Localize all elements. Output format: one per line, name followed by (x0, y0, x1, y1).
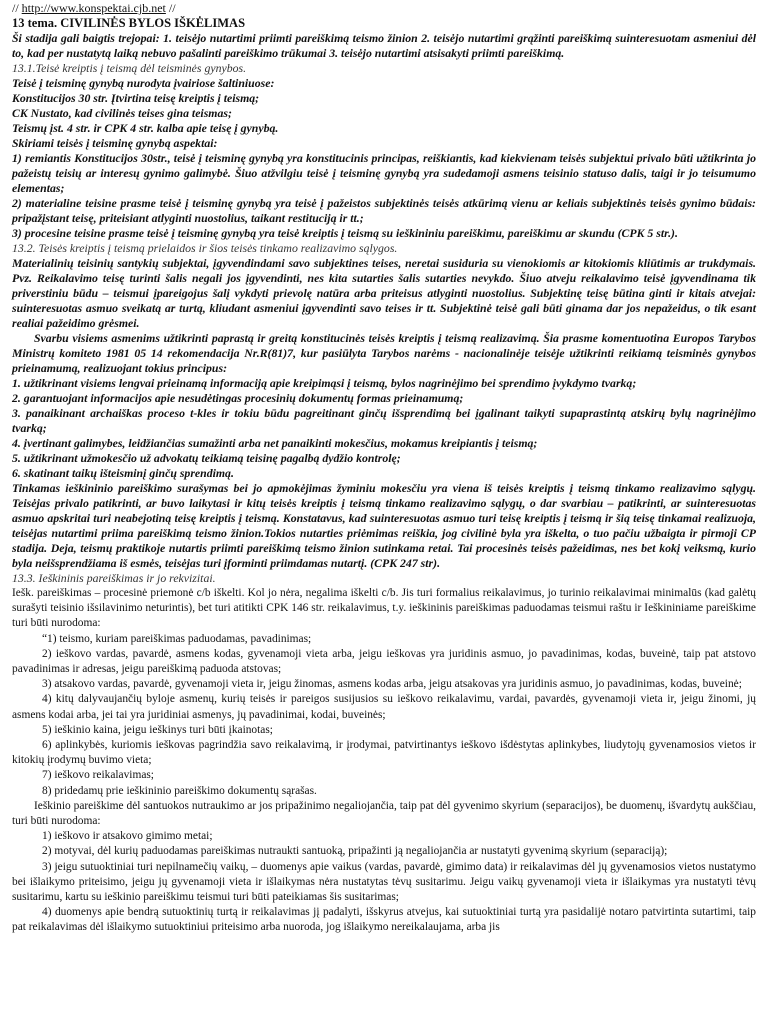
principle-item: 5. užtikrinant užmokesčio už advokatų teikiamą teisinę pagalbą dydžio kontrolę; (12, 451, 401, 465)
sec1-line: Teismų įst. 4 str. ir CPK 4 str. kalba apie teisę į gynybą. (12, 121, 279, 135)
source-line (12, 1, 756, 16)
sec1-aspect: 1) remiantis Konstitucijos 30str., teisė į teisminę gynybą yra konstitucinis principas, reiškiantis, kad kiekvienam teisės subjektui privalo būti užtikrinta jo pažeistų teisių ar interesų gynimo galimybė. Šiuo atžvilgiu teisė į teisminę gynybą yra sudedamoji asmens teisinio statuso dalis, taigi ir jo teisumumo elementas; (12, 151, 756, 195)
sec2-paragraph: Materialinių teisinių santykių subjektai, įgyvendindami savo subjektines teises, neretai susiduria su vienokiomis ar kitokiomis kliūtimis ar trukdymais. Pvz. Reikalavimo teisę turinti šalis negali jos įgyvendinti, nes kita sutarties šalis sutarties nevykdo. Šiuo atveju reikalavimo teisė įgyvendinama tik priverstiniu būdu – teismui įpareigojus šalį vykdyti prievolę natūra arba priteisus atlyginti nuostolius. Subjektinę teisę būtina ginti ir kitais atvejai: suinteresuotas asmuo sveikatą ar turtą, kliudant asmeniui įgyvendinti savo teises ir tt. Subjektinė teisė gali būti ginama dar jos nepažeidus, o tik esant realiai pažeidimo grėsmei. (12, 256, 756, 330)
sec1-aspect: 2) materialine teisine prasme teisė į teisminę gynybą yra teisė į pažeistos subjektinės teisės atkūrimą vienu ar keliais subjektinės teisės gynimo būdais: pripažįstant teisę, priteisiant atlyginti nuostolius, taikant restituciją ir tt.; (12, 196, 756, 225)
divorce-requirement-item: 4) duomenys apie bendrą sutuoktinių turtą ir reikalavimas jį padalyti, išskyrus atvejus, kai sutuoktiniai turtą yra pasidalijė notaro patvirtinta sutartimi, taip pat reikalavimas dėl išlaikymo sutuoktiniui priteisimo arba nuoroda, jog išlaikymo nereikalaujama, arba jis (12, 906, 756, 934)
section-heading-13-3: 13.3. Ieškininis pareiškimas ir jo rekvizitai. (12, 571, 216, 585)
requirement-item: 2) ieškovo vardas, pavardė, asmens kodas, gyvenamoji vieta arba, jeigu ieškovas yra juridinis asmuo, jo pavadinimas, kodas, buveinė, taip pat atstovo pavadinimas ir adresas, jeigu pareiškimą paduoda atstovas; (12, 647, 756, 676)
sec2-paragraph: Svarbu visiems asmenims užtikrinti paprastą ir greitą konstitucinės teisės kreiptis į teismą realizavimą. Šia prasme komentuotina Europos Tarybos Ministrų komiteto 1981 05 14 rekomendacija Nr.R(81)7, kur pasiūlyta Tarybos narėms - nacionalinėje teisėje užtikrinti reikiamą teisminės gynybos prieinamumą, realizuojant tokius principus: (12, 331, 756, 375)
section-heading-13-2: 13.2. Teisės kreiptis į teismą prielaidos ir šios teisės tinkamo realizavimo sąlygos. (12, 241, 398, 255)
principle-item: 1. užtikrinant visiems lengvai prieinamą informaciją apie kreipimąsi į teismą, bylos nagrinėjimo bei sprendimo įvykdymo tvarką; (12, 376, 637, 390)
source-link[interactable]: http://www.konspektai.cjb.net (21, 1, 166, 15)
requirement-item: 5) ieškinio kaina, jeigu ieškinys turi būti įkainotas; (42, 723, 273, 736)
sec1-line: Skiriami teisės į teisminę gynybą aspektai: (12, 136, 218, 150)
requirement-item: 7) ieškovo reikalavimas; (42, 769, 154, 782)
requirement-item: “1) teismo, kuriam pareiškimas paduodamas, pavadinimas; (42, 632, 312, 645)
source-suffix: // (165, 1, 176, 15)
sec1-line: Teisė į teisminę gynybą nurodyta įvairiose šaltiniuose: (12, 76, 275, 90)
divorce-requirement-item: 3) jeigu sutuoktiniai turi nepilnamečių vaikų, – duomenys apie vaikus (vardas, pavardė, gimimo data) ir reikalavimas dėl jų gyvenamosios vietos nustatymo bei išlaikymo priteisimo, jeigu jų gyvenamoji vieta ir išlaikymas nėra nustatytas tėvų susitarimu. Jeigu vaikų gyvenamoji vieta ir išlaikymas yra nustatyti tėvų susitarimu, kartu su ieškinio pareiškimu teismui turi būti pateikiamas šis susitarimas; (12, 860, 756, 904)
requirement-item: 6) aplinkybės, kuriomis ieškovas pagrindžia savo reikalavimą, ir įrodymai, patvirtinantys ieškovo išdėstytas aplinkybes, liudytojų gyvenamosios vietos ir kitokių įrodymų buvimo vieta; (12, 739, 756, 767)
principle-item: 6. skatinant taikų išteisminį ginčų sprendimą. (12, 466, 234, 480)
section-heading-13-1: 13.1.Teisė kreiptis į teismą dėl teisminės gynybos. (12, 61, 247, 75)
requirement-item: 8) pridedamų prie ieškininio pareiškimo dokumentų sąrašas. (42, 784, 317, 797)
sec2-paragraph: Tinkamas ieškininio pareiškimo surašymas bei jo apmokėjimas žyminiu mokesčiu yra viena iš teisės kreiptis į teismą tinkamo realizavimo sąlygų. Teisėjas privalo patikrinti, ar buvo laikytasi ir kitų teisės kreiptis į teismą tinkamo realizavimo sąlygų, o dar svarbiau – patikrinti, ar suinteresuotas asmuo apskritai turi neabejotiną teisę kreiptis į teismą. Konstatavus, kad suinteresuotas asmuo turi teisę kreiptis į teismą ir šią teisę tinkamai realizuoja, teisėjas nutartimi priima pareiškimą teismo žinion.Tokios nutarties priėmimas reiškia, jog civilinė byla yra iškelta, o tuo pačiu užbaigta ir pirmoji CP stadija. Deja, teismų praktikoje nutartis priimti pareiškimą teismo žinion sutinkama retai. Tai procesinės teisės pažeidimas, nes bet kokį veiksmą, kurio byla neišsprendžiama iš esmės, teisėjas turi įforminti priimdamas nutartį. (CPK 247 str). (12, 481, 756, 570)
divorce-requirement-item: 2) motyvai, dėl kurių paduodamas pareiškimas nutraukti santuoką, pripažinti ją negaliojančia ar nustatyti gyvenimą skyrium (separaciją); (42, 845, 668, 858)
requirement-item: 4) kitų dalyvaujančių byloje asmenų, kurių teisės ir pareigos susijusios su ieškovo reikalavimu, vardai, pavardės, gyvenamoji vieta ir, jeigu žinomi, jų asmens kodai arba, jei tai yra juridiniai asmenys, jų pavadinimai, kodai, buveinės; (12, 693, 756, 721)
sec3-paragraph: Iešk. pareiškimas – procesinė priemonė c/b iškelti. Kol jo nėra, negalima iškelti c/b. Jis turi formalius reikalavimus, jo turinio reikalavimai minimalūs (kad galėtų surašyti teisinio išsilavinimo neturintis), bet turi atitikti CPK 146 str. reikalavimus, t.y. ieškininis pareiškimas paduodamas teismui raštu ir Ieškininiame pareiškime turi būti nurodoma: (12, 587, 756, 630)
sec1-line: Konstitucijos 30 str. Įtvirtina teisę kreiptis į teismą; (12, 91, 260, 105)
principle-item: 2. garantuojant informacijos apie nesudėtingas procesinių dokumentų formas prieinamumą; (12, 391, 464, 405)
principle-item: 3. panaikinant archaiškas proceso t-kles ir tokiu būdu pagreitinant ginčų išsprendimą bei įgalinant taikyti supaprastintą atskirų bylų nagrinėjimo tvarką; (12, 406, 756, 435)
sec3-paragraph: Ieškinio pareiškime dėl santuokos nutraukimo ar jos pripažinimo negaliojančia, taip pat dėl gyvenimo skyrium (separacijos), be duomenų, išvardytų aukščiau, turi būti nurodoma: (12, 799, 756, 828)
divorce-requirement-item: 1) ieškovo ir atsakovo gimimo metai; (42, 830, 213, 843)
intro-paragraph: Ši stadija gali baigtis trejopai: 1. teisėjo nutartimi priimti pareiškimą teismo žinion 2. teisėjo nutartimi grąžinti pareiškimą suinteresuotam asmeniui dėl to, kad per nustatytą laiką nebuvo pašalinti pareiškimo trūkumai 3. teisėjo nutartimi atsisakyti priimti pareiškimą. (12, 31, 756, 60)
document-page (12, 0, 756, 936)
page-title: 13 tema. CIVILINĖS BYLOS IŠKĖLIMAS (12, 16, 246, 30)
source-prefix: // (12, 1, 22, 15)
sec1-aspect: 3) procesine teisine prasme teisė į teisminę gynybą yra teisė kreiptis į teismą su ieškininiu pareiškimu, pareiškimu ar skundu (CPK 5 str.). (12, 226, 678, 240)
requirement-item: 3) atsakovo vardas, pavardė, gyvenamoji vieta ir, jeigu žinomas, asmens kodas arba, jeigu atsakovas yra juridinis asmuo, jo pavadinimas, kodas, buveinė; (42, 678, 742, 691)
principle-item: 4. įvertinant galimybes, leidžiančias sumažinti arba net panaikinti mokesčius, mokamus kreipiantis į teismą; (12, 436, 538, 450)
sec1-line: CK Nustato, kad civilinės teises gina teismas; (12, 106, 232, 120)
